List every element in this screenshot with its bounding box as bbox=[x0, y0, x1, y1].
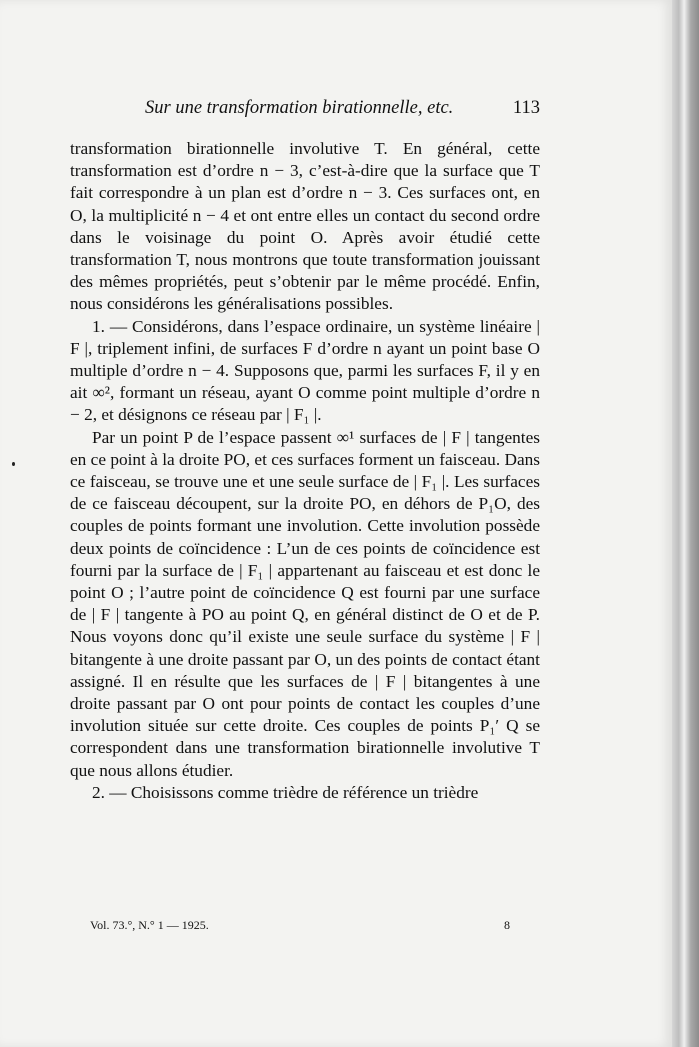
body-text bbox=[70, 138, 540, 804]
page-edge bbox=[672, 0, 699, 1047]
volume-line: Vol. 73.°, N.° 1 — 1925. bbox=[90, 918, 209, 932]
signature-mark: 8 bbox=[504, 918, 510, 932]
paragraph-section-2: 2. — Choisissons comme trièdre de référence un trièdre bbox=[92, 782, 479, 802]
paragraph-continuation: transformation birationnelle involutive T. En général, cette transformation est d’ordre n − 3, c’est-à-dire que la surface que T fait correspondre à un plan est d’ordre n − 3. Ces surfaces ont, en O, la multiplicité n − 4 et ont entre elles un contact du second ordre dans le voisinage du point O. Après avoir étudié cette transformation T, nous montrons que toute transformation jouissant des mêmes propriétés, peut s’obtenir par le même procédé. Enfin, nous considérons les généralisations possibles. bbox=[70, 139, 540, 314]
page-header bbox=[70, 98, 540, 124]
paragraph-section-1-cont: Par un point P de l’espace passent ∞¹ surfaces de | F | tangentes en ce point à la droite PO, et ces surfaces forment un faisceau. Dans ce faisceau, se trouve une et une seule surface de | F₁ |. Les surfaces de ce faisceau découpent, sur la droite PO, en déhors de P₁O, des couples de points formant une involution. Cette involution possède deux points de coïncidence : L’un de ces points de coïncidence est fourni par la surface de | F₁ | appartenant au faisceau et est donc le point O ; l’autre point de coïncidence Q est fourni par une surface de | F | tangente à PO au point Q, en général distinct de O et de P. Nous voyons donc qu’il existe une seule surface du système | F | bitangente à une droite passant par O, un des points de contact étant assigné. Il en résulte que les surfaces de | F | bitangentes à une droite passant par O ont pour points de contact les couples d’une involution située sur cette droite. Ces couples de points P₁′ Q se correspondent dans une transformation birationnelle involutive T que nous allons étudier. bbox=[70, 427, 540, 780]
ink-speck bbox=[12, 462, 15, 466]
running-title: Sur une transformation birationnelle, etc. bbox=[145, 98, 454, 118]
paragraph-section-1: 1. — Considérons, dans l’espace ordinaire, un système linéaire | F |, triplement infini, de surfaces F d’ordre n ayant un point base O multiple d’ordre n − 4. Supposons que, parmi les surfaces F, il y en ait ∞², formant un réseau, ayant O comme point multiple d’ordre n − 2, et désignons ce réseau par | F₁ |. bbox=[70, 316, 540, 425]
page-number: 113 bbox=[512, 98, 540, 118]
